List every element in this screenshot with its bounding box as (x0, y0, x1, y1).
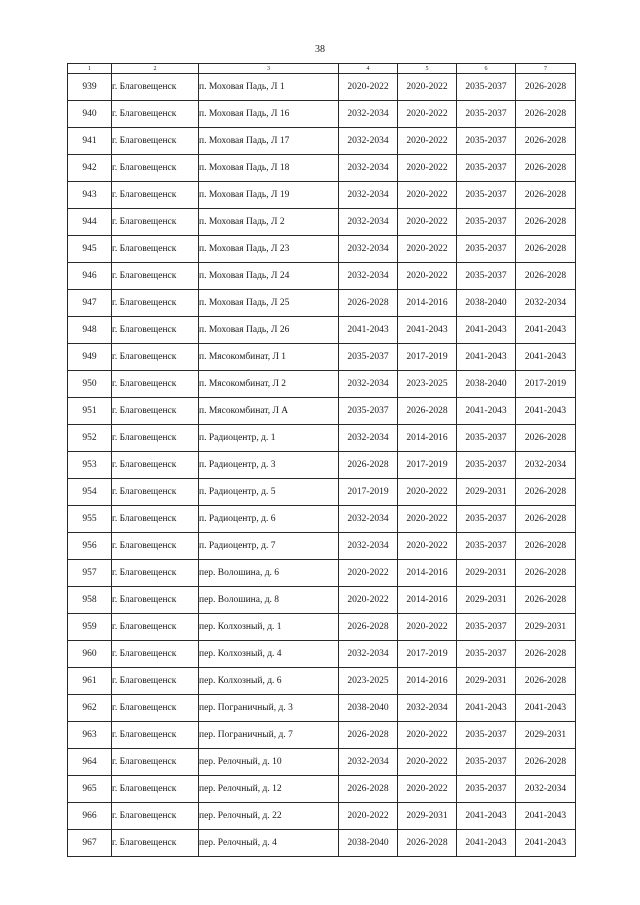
row-number-cell: 958 (68, 587, 112, 614)
city-cell: г. Благовещенск (112, 587, 199, 614)
page-number: 38 (315, 44, 325, 55)
table-row (68, 236, 576, 263)
address-cell: п. Моховая Падь, Л 23 (199, 236, 339, 263)
row-number-cell: 947 (68, 290, 112, 317)
city-cell: г. Благовещенск (112, 155, 199, 182)
period-cell-col6: 2035-2037 (457, 263, 516, 290)
table-row (68, 668, 576, 695)
row-number-cell: 960 (68, 641, 112, 668)
period-cell-col7: 2032-2034 (516, 290, 576, 317)
period-cell-col6: 2035-2037 (457, 74, 516, 101)
period-cell-col4: 2026-2028 (339, 614, 398, 641)
period-cell-col7: 2041-2043 (516, 830, 576, 857)
table-row (68, 830, 576, 857)
row-number-cell: 950 (68, 371, 112, 398)
period-cell-col5: 2032-2034 (398, 695, 457, 722)
period-cell-col4: 2035-2037 (339, 344, 398, 371)
address-cell: пер. Релочный, д. 12 (199, 776, 339, 803)
table-row (68, 614, 576, 641)
period-cell-col4: 2032-2034 (339, 506, 398, 533)
city-cell: г. Благовещенск (112, 695, 199, 722)
period-cell-col4: 2026-2028 (339, 290, 398, 317)
period-cell-col6: 2041-2043 (457, 830, 516, 857)
period-cell-col4: 2032-2034 (339, 425, 398, 452)
period-cell-col5: 2026-2028 (398, 830, 457, 857)
column-header: 7 (516, 64, 576, 74)
address-cell: пер. Релочный, д. 10 (199, 749, 339, 776)
column-header: 1 (68, 64, 112, 74)
city-cell: г. Благовещенск (112, 533, 199, 560)
row-number-cell: 949 (68, 344, 112, 371)
period-cell-col5: 2020-2022 (398, 614, 457, 641)
city-cell: г. Благовещенск (112, 452, 199, 479)
table-row (68, 695, 576, 722)
period-cell-col5: 2020-2022 (398, 74, 457, 101)
period-cell-col6: 2035-2037 (457, 614, 516, 641)
period-cell-col5: 2017-2019 (398, 641, 457, 668)
period-cell-col7: 2017-2019 (516, 371, 576, 398)
period-cell-col7: 2026-2028 (516, 560, 576, 587)
period-cell-col4: 2026-2028 (339, 722, 398, 749)
city-cell: г. Благовещенск (112, 749, 199, 776)
header-row (68, 64, 576, 74)
city-cell: г. Благовещенск (112, 425, 199, 452)
table-row (68, 506, 576, 533)
address-cell: пер. Пограничный, д. 7 (199, 722, 339, 749)
period-cell-col6: 2035-2037 (457, 425, 516, 452)
city-cell: г. Благовещенск (112, 560, 199, 587)
table-row (68, 317, 576, 344)
period-cell-col4: 2032-2034 (339, 533, 398, 560)
table-row (68, 371, 576, 398)
period-cell-col5: 2017-2019 (398, 344, 457, 371)
city-cell: г. Благовещенск (112, 236, 199, 263)
period-cell-col7: 2026-2028 (516, 101, 576, 128)
period-cell-col6: 2035-2037 (457, 506, 516, 533)
period-cell-col6: 2029-2031 (457, 479, 516, 506)
table-row (68, 101, 576, 128)
column-header: 3 (199, 64, 339, 74)
address-cell: п. Моховая Падь, Л 24 (199, 263, 339, 290)
city-cell: г. Благовещенск (112, 290, 199, 317)
city-cell: г. Благовещенск (112, 614, 199, 641)
column-header: 4 (339, 64, 398, 74)
period-cell-col4: 2020-2022 (339, 803, 398, 830)
period-cell-col5: 2020-2022 (398, 776, 457, 803)
period-cell-col6: 2035-2037 (457, 236, 516, 263)
period-cell-col4: 2020-2022 (339, 74, 398, 101)
period-cell-col7: 2041-2043 (516, 695, 576, 722)
period-cell-col5: 2020-2022 (398, 182, 457, 209)
city-cell: г. Благовещенск (112, 830, 199, 857)
period-cell-col6: 2035-2037 (457, 101, 516, 128)
address-cell: пер. Волошина, д. 6 (199, 560, 339, 587)
period-cell-col7: 2026-2028 (516, 155, 576, 182)
period-cell-col6: 2035-2037 (457, 776, 516, 803)
period-cell-col5: 2041-2043 (398, 317, 457, 344)
period-cell-col5: 2014-2016 (398, 668, 457, 695)
period-cell-col4: 2020-2022 (339, 560, 398, 587)
period-cell-col7: 2026-2028 (516, 128, 576, 155)
address-cell: п. Моховая Падь, Л 18 (199, 155, 339, 182)
period-cell-col6: 2035-2037 (457, 182, 516, 209)
table-row (68, 74, 576, 101)
registry-table (67, 63, 576, 857)
table-row (68, 344, 576, 371)
address-cell: п. Моховая Падь, Л 17 (199, 128, 339, 155)
city-cell: г. Благовещенск (112, 479, 199, 506)
row-number-cell: 965 (68, 776, 112, 803)
row-number-cell: 948 (68, 317, 112, 344)
table-row (68, 425, 576, 452)
city-cell: г. Благовещенск (112, 398, 199, 425)
table-row (68, 290, 576, 317)
period-cell-col7: 2026-2028 (516, 533, 576, 560)
row-number-cell: 954 (68, 479, 112, 506)
city-cell: г. Благовещенск (112, 182, 199, 209)
row-number-cell: 952 (68, 425, 112, 452)
table-row (68, 722, 576, 749)
address-cell: пер. Релочный, д. 4 (199, 830, 339, 857)
address-cell: пер. Колхозный, д. 1 (199, 614, 339, 641)
period-cell-col4: 2032-2034 (339, 128, 398, 155)
period-cell-col6: 2035-2037 (457, 128, 516, 155)
row-number-cell: 951 (68, 398, 112, 425)
period-cell-col4: 2041-2043 (339, 317, 398, 344)
period-cell-col6: 2041-2043 (457, 317, 516, 344)
period-cell-col4: 2020-2022 (339, 587, 398, 614)
address-cell: п. Моховая Падь, Л 19 (199, 182, 339, 209)
table-row (68, 128, 576, 155)
period-cell-col4: 2032-2034 (339, 101, 398, 128)
period-cell-col4: 2038-2040 (339, 695, 398, 722)
table-row (68, 749, 576, 776)
period-cell-col4: 2026-2028 (339, 452, 398, 479)
table-row (68, 209, 576, 236)
city-cell: г. Благовещенск (112, 803, 199, 830)
period-cell-col7: 2026-2028 (516, 749, 576, 776)
period-cell-col6: 2035-2037 (457, 641, 516, 668)
period-cell-col5: 2014-2016 (398, 560, 457, 587)
row-number-cell: 963 (68, 722, 112, 749)
city-cell: г. Благовещенск (112, 209, 199, 236)
period-cell-col7: 2026-2028 (516, 506, 576, 533)
table-row (68, 452, 576, 479)
row-number-cell: 955 (68, 506, 112, 533)
column-header: 2 (112, 64, 199, 74)
row-number-cell: 962 (68, 695, 112, 722)
period-cell-col4: 2032-2034 (339, 182, 398, 209)
period-cell-col5: 2029-2031 (398, 803, 457, 830)
period-cell-col7: 2029-2031 (516, 614, 576, 641)
city-cell: г. Благовещенск (112, 263, 199, 290)
period-cell-col5: 2020-2022 (398, 209, 457, 236)
city-cell: г. Благовещенск (112, 128, 199, 155)
period-cell-col4: 2032-2034 (339, 236, 398, 263)
table-row (68, 155, 576, 182)
period-cell-col6: 2035-2037 (457, 749, 516, 776)
period-cell-col6: 2029-2031 (457, 560, 516, 587)
address-cell: пер. Колхозный, д. 6 (199, 668, 339, 695)
period-cell-col6: 2035-2037 (457, 722, 516, 749)
period-cell-col5: 2020-2022 (398, 722, 457, 749)
address-cell: п. Моховая Падь, Л 26 (199, 317, 339, 344)
period-cell-col7: 2026-2028 (516, 641, 576, 668)
period-cell-col6: 2035-2037 (457, 155, 516, 182)
period-cell-col7: 2029-2031 (516, 722, 576, 749)
column-header: 6 (457, 64, 516, 74)
period-cell-col6: 2035-2037 (457, 452, 516, 479)
period-cell-col6: 2041-2043 (457, 695, 516, 722)
table-row (68, 479, 576, 506)
row-number-cell: 957 (68, 560, 112, 587)
address-cell: п. Мясокомбинат, Л 1 (199, 344, 339, 371)
period-cell-col6: 2038-2040 (457, 290, 516, 317)
period-cell-col6: 2041-2043 (457, 344, 516, 371)
period-cell-col5: 2020-2022 (398, 263, 457, 290)
period-cell-col7: 2041-2043 (516, 398, 576, 425)
address-cell: пер. Релочный, д. 22 (199, 803, 339, 830)
city-cell: г. Благовещенск (112, 317, 199, 344)
period-cell-col4: 2032-2034 (339, 209, 398, 236)
address-cell: п. Радиоцентр, д. 5 (199, 479, 339, 506)
period-cell-col6: 2041-2043 (457, 803, 516, 830)
period-cell-col7: 2041-2043 (516, 344, 576, 371)
city-cell: г. Благовещенск (112, 101, 199, 128)
city-cell: г. Благовещенск (112, 344, 199, 371)
period-cell-col5: 2026-2028 (398, 398, 457, 425)
city-cell: г. Благовещенск (112, 776, 199, 803)
address-cell: пер. Пограничный, д. 3 (199, 695, 339, 722)
period-cell-col6: 2029-2031 (457, 587, 516, 614)
period-cell-col7: 2026-2028 (516, 182, 576, 209)
address-cell: п. Моховая Падь, Л 16 (199, 101, 339, 128)
table-row (68, 587, 576, 614)
address-cell: п. Мясокомбинат, Л 2 (199, 371, 339, 398)
period-cell-col5: 2017-2019 (398, 452, 457, 479)
address-cell: п. Мясокомбинат, Л А (199, 398, 339, 425)
period-cell-col5: 2014-2016 (398, 425, 457, 452)
period-cell-col5: 2020-2022 (398, 749, 457, 776)
period-cell-col5: 2020-2022 (398, 155, 457, 182)
row-number-cell: 944 (68, 209, 112, 236)
row-number-cell: 966 (68, 803, 112, 830)
address-cell: п. Радиоцентр, д. 3 (199, 452, 339, 479)
table-row (68, 803, 576, 830)
period-cell-col4: 2038-2040 (339, 830, 398, 857)
city-cell: г. Благовещенск (112, 668, 199, 695)
table-row (68, 263, 576, 290)
row-number-cell: 941 (68, 128, 112, 155)
row-number-cell: 953 (68, 452, 112, 479)
period-cell-col7: 2026-2028 (516, 587, 576, 614)
period-cell-col4: 2032-2034 (339, 155, 398, 182)
period-cell-col7: 2041-2043 (516, 803, 576, 830)
address-cell: п. Моховая Падь, Л 2 (199, 209, 339, 236)
period-cell-col7: 2026-2028 (516, 209, 576, 236)
period-cell-col7: 2026-2028 (516, 479, 576, 506)
table-row (68, 776, 576, 803)
row-number-cell: 956 (68, 533, 112, 560)
address-cell: п. Радиоцентр, д. 7 (199, 533, 339, 560)
table-row (68, 398, 576, 425)
period-cell-col4: 2017-2019 (339, 479, 398, 506)
row-number-cell: 939 (68, 74, 112, 101)
period-cell-col4: 2023-2025 (339, 668, 398, 695)
row-number-cell: 961 (68, 668, 112, 695)
address-cell: п. Радиоцентр, д. 1 (199, 425, 339, 452)
period-cell-col7: 2032-2034 (516, 452, 576, 479)
period-cell-col5: 2020-2022 (398, 479, 457, 506)
address-cell: пер. Колхозный, д. 4 (199, 641, 339, 668)
period-cell-col4: 2026-2028 (339, 776, 398, 803)
period-cell-col5: 2020-2022 (398, 101, 457, 128)
period-cell-col6: 2035-2037 (457, 209, 516, 236)
address-cell: п. Моховая Падь, Л 25 (199, 290, 339, 317)
period-cell-col7: 2041-2043 (516, 317, 576, 344)
period-cell-col4: 2032-2034 (339, 749, 398, 776)
row-number-cell: 967 (68, 830, 112, 857)
period-cell-col5: 2014-2016 (398, 587, 457, 614)
address-cell: пер. Волошина, д. 8 (199, 587, 339, 614)
table-body (68, 74, 576, 857)
period-cell-col5: 2014-2016 (398, 290, 457, 317)
period-cell-col5: 2023-2025 (398, 371, 457, 398)
city-cell: г. Благовещенск (112, 506, 199, 533)
city-cell: г. Благовещенск (112, 74, 199, 101)
period-cell-col4: 2032-2034 (339, 371, 398, 398)
period-cell-col5: 2020-2022 (398, 128, 457, 155)
city-cell: г. Благовещенск (112, 641, 199, 668)
period-cell-col5: 2020-2022 (398, 533, 457, 560)
row-number-cell: 940 (68, 101, 112, 128)
row-number-cell: 946 (68, 263, 112, 290)
address-cell: п. Моховая Падь, Л 1 (199, 74, 339, 101)
address-cell: п. Радиоцентр, д. 6 (199, 506, 339, 533)
row-number-cell: 959 (68, 614, 112, 641)
city-cell: г. Благовещенск (112, 722, 199, 749)
period-cell-col6: 2035-2037 (457, 533, 516, 560)
period-cell-col7: 2026-2028 (516, 263, 576, 290)
period-cell-col5: 2020-2022 (398, 236, 457, 263)
row-number-cell: 964 (68, 749, 112, 776)
table-row (68, 641, 576, 668)
table-row (68, 182, 576, 209)
table-row (68, 560, 576, 587)
city-cell: г. Благовещенск (112, 371, 199, 398)
table-row (68, 533, 576, 560)
row-number-cell: 945 (68, 236, 112, 263)
period-cell-col4: 2035-2037 (339, 398, 398, 425)
period-cell-col7: 2026-2028 (516, 668, 576, 695)
period-cell-col7: 2026-2028 (516, 236, 576, 263)
period-cell-col4: 2032-2034 (339, 641, 398, 668)
period-cell-col6: 2041-2043 (457, 398, 516, 425)
period-cell-col7: 2026-2028 (516, 74, 576, 101)
column-header: 5 (398, 64, 457, 74)
period-cell-col4: 2032-2034 (339, 263, 398, 290)
period-cell-col5: 2020-2022 (398, 506, 457, 533)
row-number-cell: 943 (68, 182, 112, 209)
period-cell-col6: 2029-2031 (457, 668, 516, 695)
period-cell-col7: 2026-2028 (516, 425, 576, 452)
period-cell-col6: 2038-2040 (457, 371, 516, 398)
row-number-cell: 942 (68, 155, 112, 182)
period-cell-col7: 2032-2034 (516, 776, 576, 803)
